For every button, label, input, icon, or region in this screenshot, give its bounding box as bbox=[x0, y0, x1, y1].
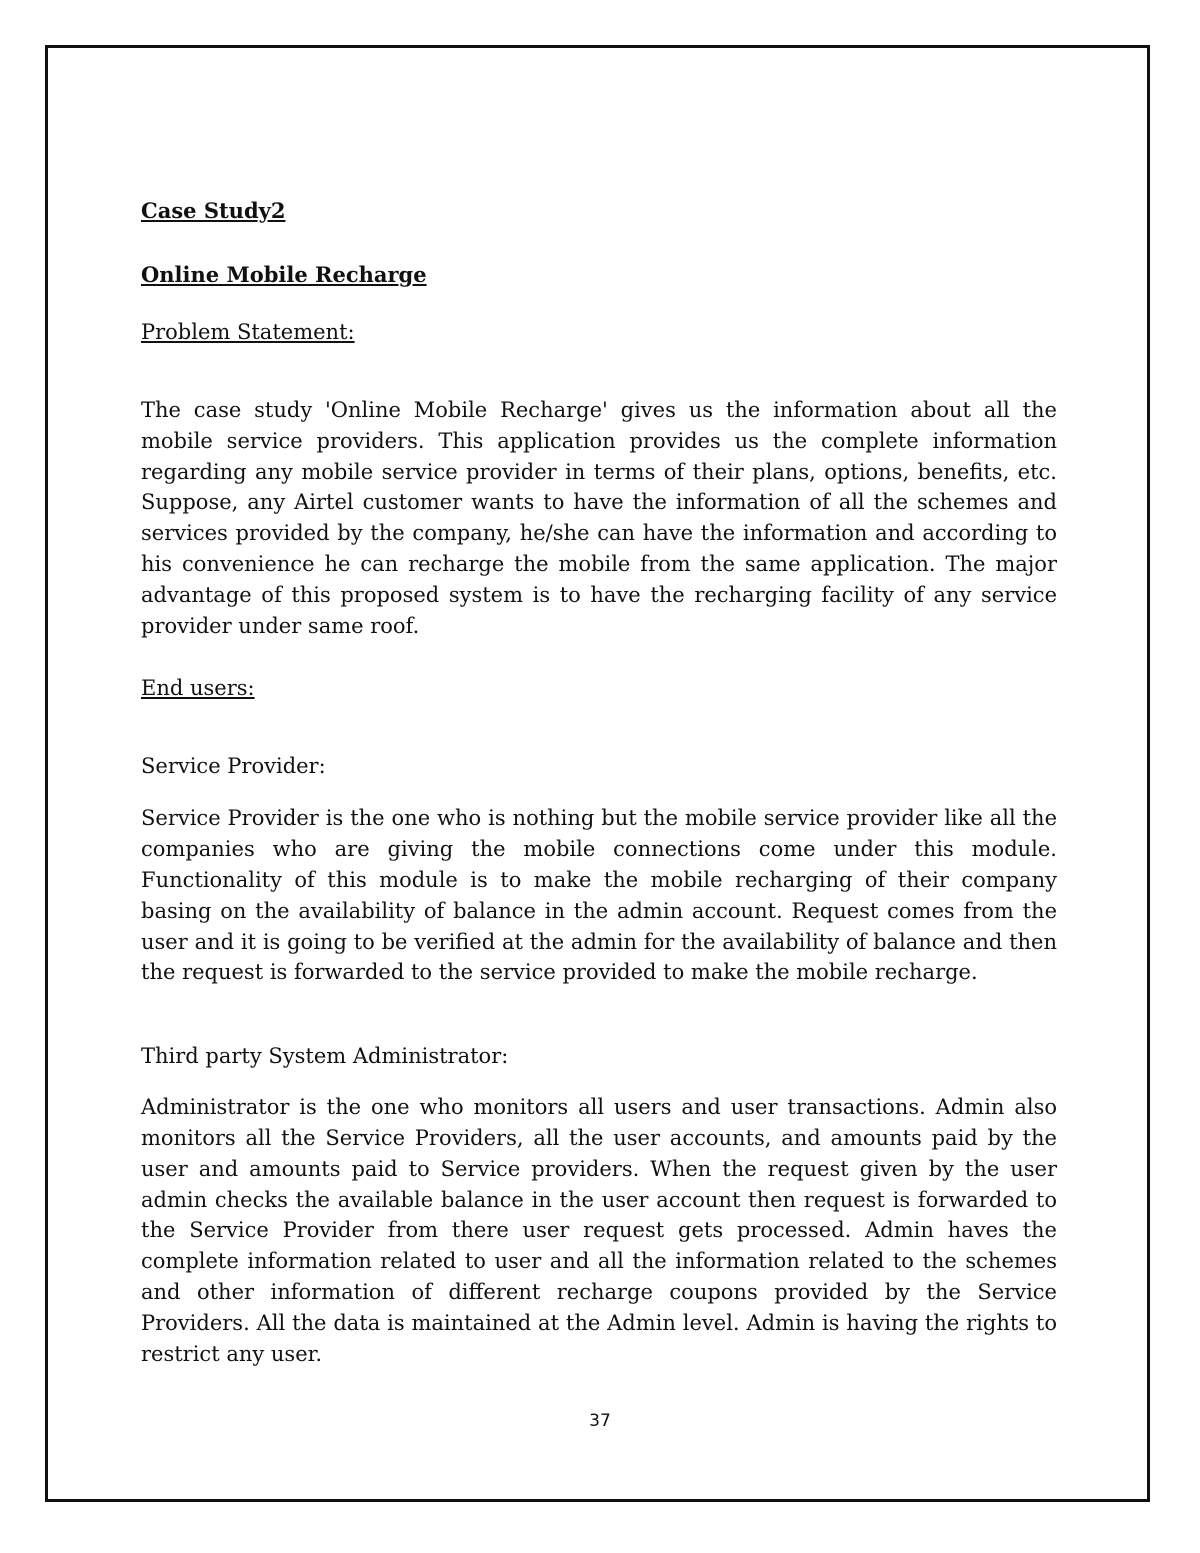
admin-paragraph: Administrator is the one who monitors all users and user transactions. Admin also monitors all the Service Providers, all the user accounts, and amounts paid by the user and amounts paid to Service providers. When the request given by the user admin checks the available balance in the user account then request is forwarded to the Service Provider from there user request gets processed. Admin haves the complete information related to user and all the information related to the schemes and other information of different recharge coupons provided by the Service Providers. All the data is maintained at the Admin level. Admin is having the rights to restrict any user. bbox=[141, 1095, 1057, 1366]
admin-label: Third party System Administrator: bbox=[141, 1044, 509, 1069]
document-body bbox=[141, 196, 1057, 1369]
service-provider-paragraph: Service Provider is the one who is nothing but the mobile service provider like all the companies who are giving the mobile connections come under this module. Functionality of this module is to make the mobile recharging of their company basing on the availability of balance in the admin account. Request comes from the user and it is going to be verified at the admin for the availability of balance and then the request is forwarded to the service provided to make the mobile recharge. bbox=[141, 806, 1057, 985]
project-title: Online Mobile Recharge bbox=[141, 262, 427, 287]
case-title: Case Study2 bbox=[141, 198, 286, 223]
problem-statement-paragraph: The case study 'Online Mobile Recharge' gives us the information about all the mobile service providers. This application provides us the complete information regarding any mobile service provider in terms of their plans, options, benefits, etc. Suppose, any Airtel customer wants to have the information of all the schemes and services provided by the company, he/she can have the information and according to his convenience he can recharge the mobile from the same application. The major advantage of this proposed system is to have the recharging facility of any service provider under same roof. bbox=[141, 398, 1057, 638]
problem-statement-label: Problem Statement: bbox=[141, 320, 355, 344]
page-number: 37 bbox=[589, 1411, 611, 1431]
service-provider-label: Service Provider: bbox=[141, 754, 326, 779]
end-users-label: End users: bbox=[141, 676, 255, 701]
